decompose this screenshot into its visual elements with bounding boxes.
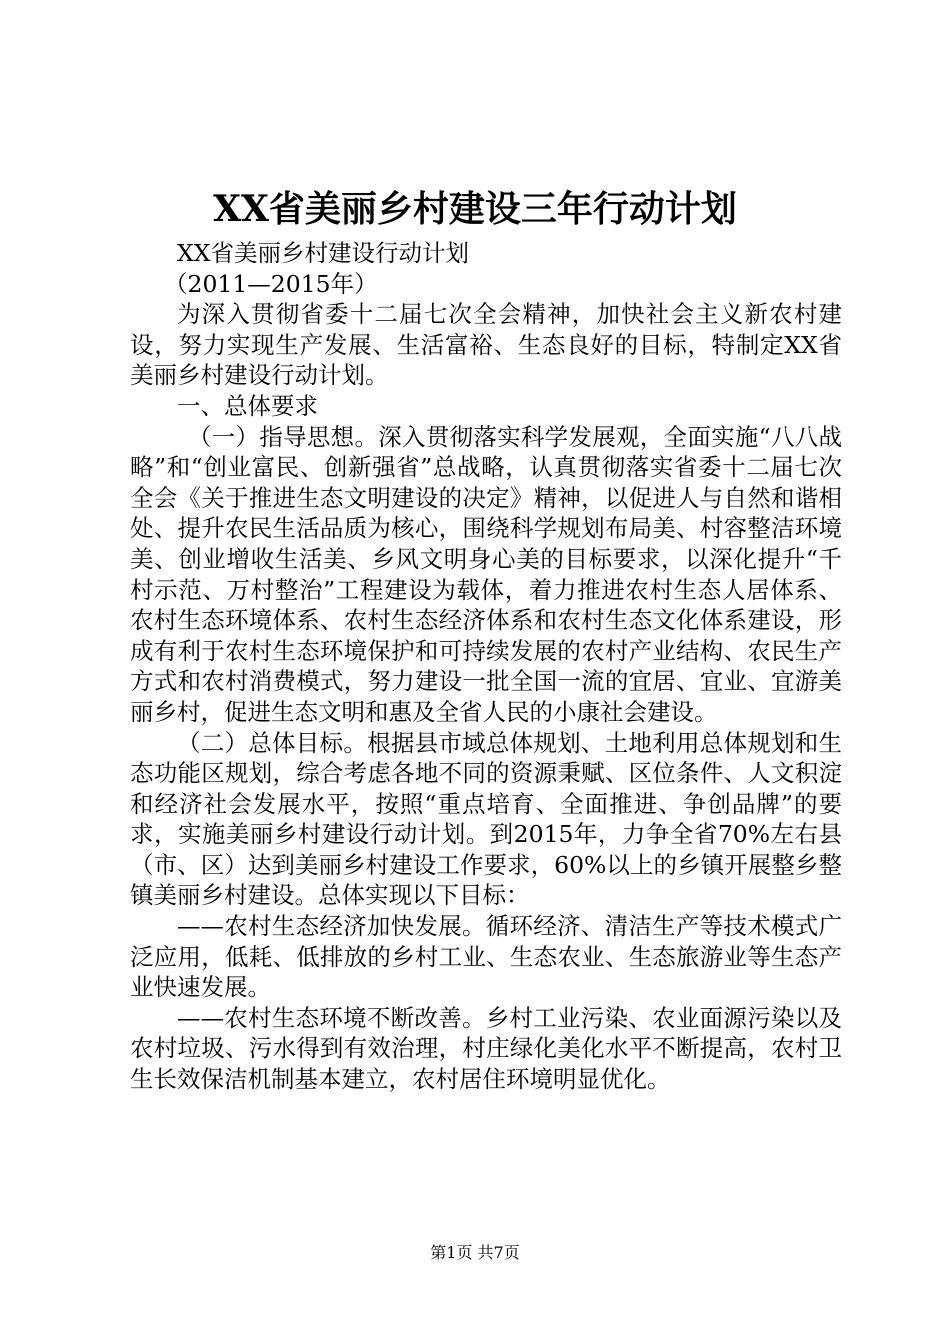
document-subtitle: XX省美丽乡村建设行动计划 (177, 239, 469, 267)
document-body (130, 238, 842, 1095)
goal-environment-paragraph: ——农村生态环境不断改善。乡村工业污染、农业面源污染以及农村垃圾、污水得到有效治理，村庄绿化美化水平不断提高，农村卫生长效保洁机制基本建立，农村居住环境明显优化。 (130, 1003, 842, 1094)
guiding-ideology-paragraph: （一）指导思想。深入贯彻落实科学发展观，全面实施“八八战略”和“创业富民、创新强省”总战略，认真贯彻落实省委十二届七次全会《关于推进生态文明建设的决定》精神，以促进人与自然和谐相处、提升农民生活品质为核心，围绕科学规划布局美、村容整洁环境美、创业增收生活美、乡风文明身心美的目标要求，以深化提升“千村示范、万村整治”工程建设为载体，着力推进农村生态人居体系、农村生态环境体系、农村生态经济体系和农村生态文化体系建设，形成有利于农村生态环境保护和可持续发展的农村产业结构、农民生产方式和农村消费模式，努力建设一批全国一流的宜居、宜业、宜游美丽乡村，促进生态文明和惠及全省人民的小康社会建设。 (130, 422, 842, 726)
intro-paragraph: 为深入贯彻省委十二届七次全会精神，加快社会主义新农村建设，努力实现生产发展、生活富裕、生态良好的目标，特制定XX省美丽乡村建设行动计划。 (130, 300, 842, 390)
goal-economy-paragraph: ——农村生态经济加快发展。循环经济、清洁生产等技术模式广泛应用，低耗、低排放的乡村工业、生态农业、生态旅游业等生态产业快速发展。 (130, 912, 842, 1002)
section-heading: 一、总体要求 (177, 391, 318, 420)
document-title: XX省美丽乡村建设三年行动计划 (213, 188, 737, 230)
overall-goals-paragraph: （二）总体目标。根据县市域总体规划、土地利用总体规划和生态功能区规划，综合考虑各地不同的资源秉赋、区位条件、人文积淀和经济社会发展水平，按照“重点培育、全面推进、争创品牌”的要求，实施美丽乡村建设行动计划。到2015年，力争全省70%左右县（市、区）达到美丽乡村建设工作要求，60%以上的乡镇开展整乡整镇美丽乡村建设。总体实现以下目标： (130, 728, 842, 910)
page-number-footer: 第1页 共7页 (430, 1243, 520, 1262)
document-period: （2011—2015年） (164, 269, 378, 298)
